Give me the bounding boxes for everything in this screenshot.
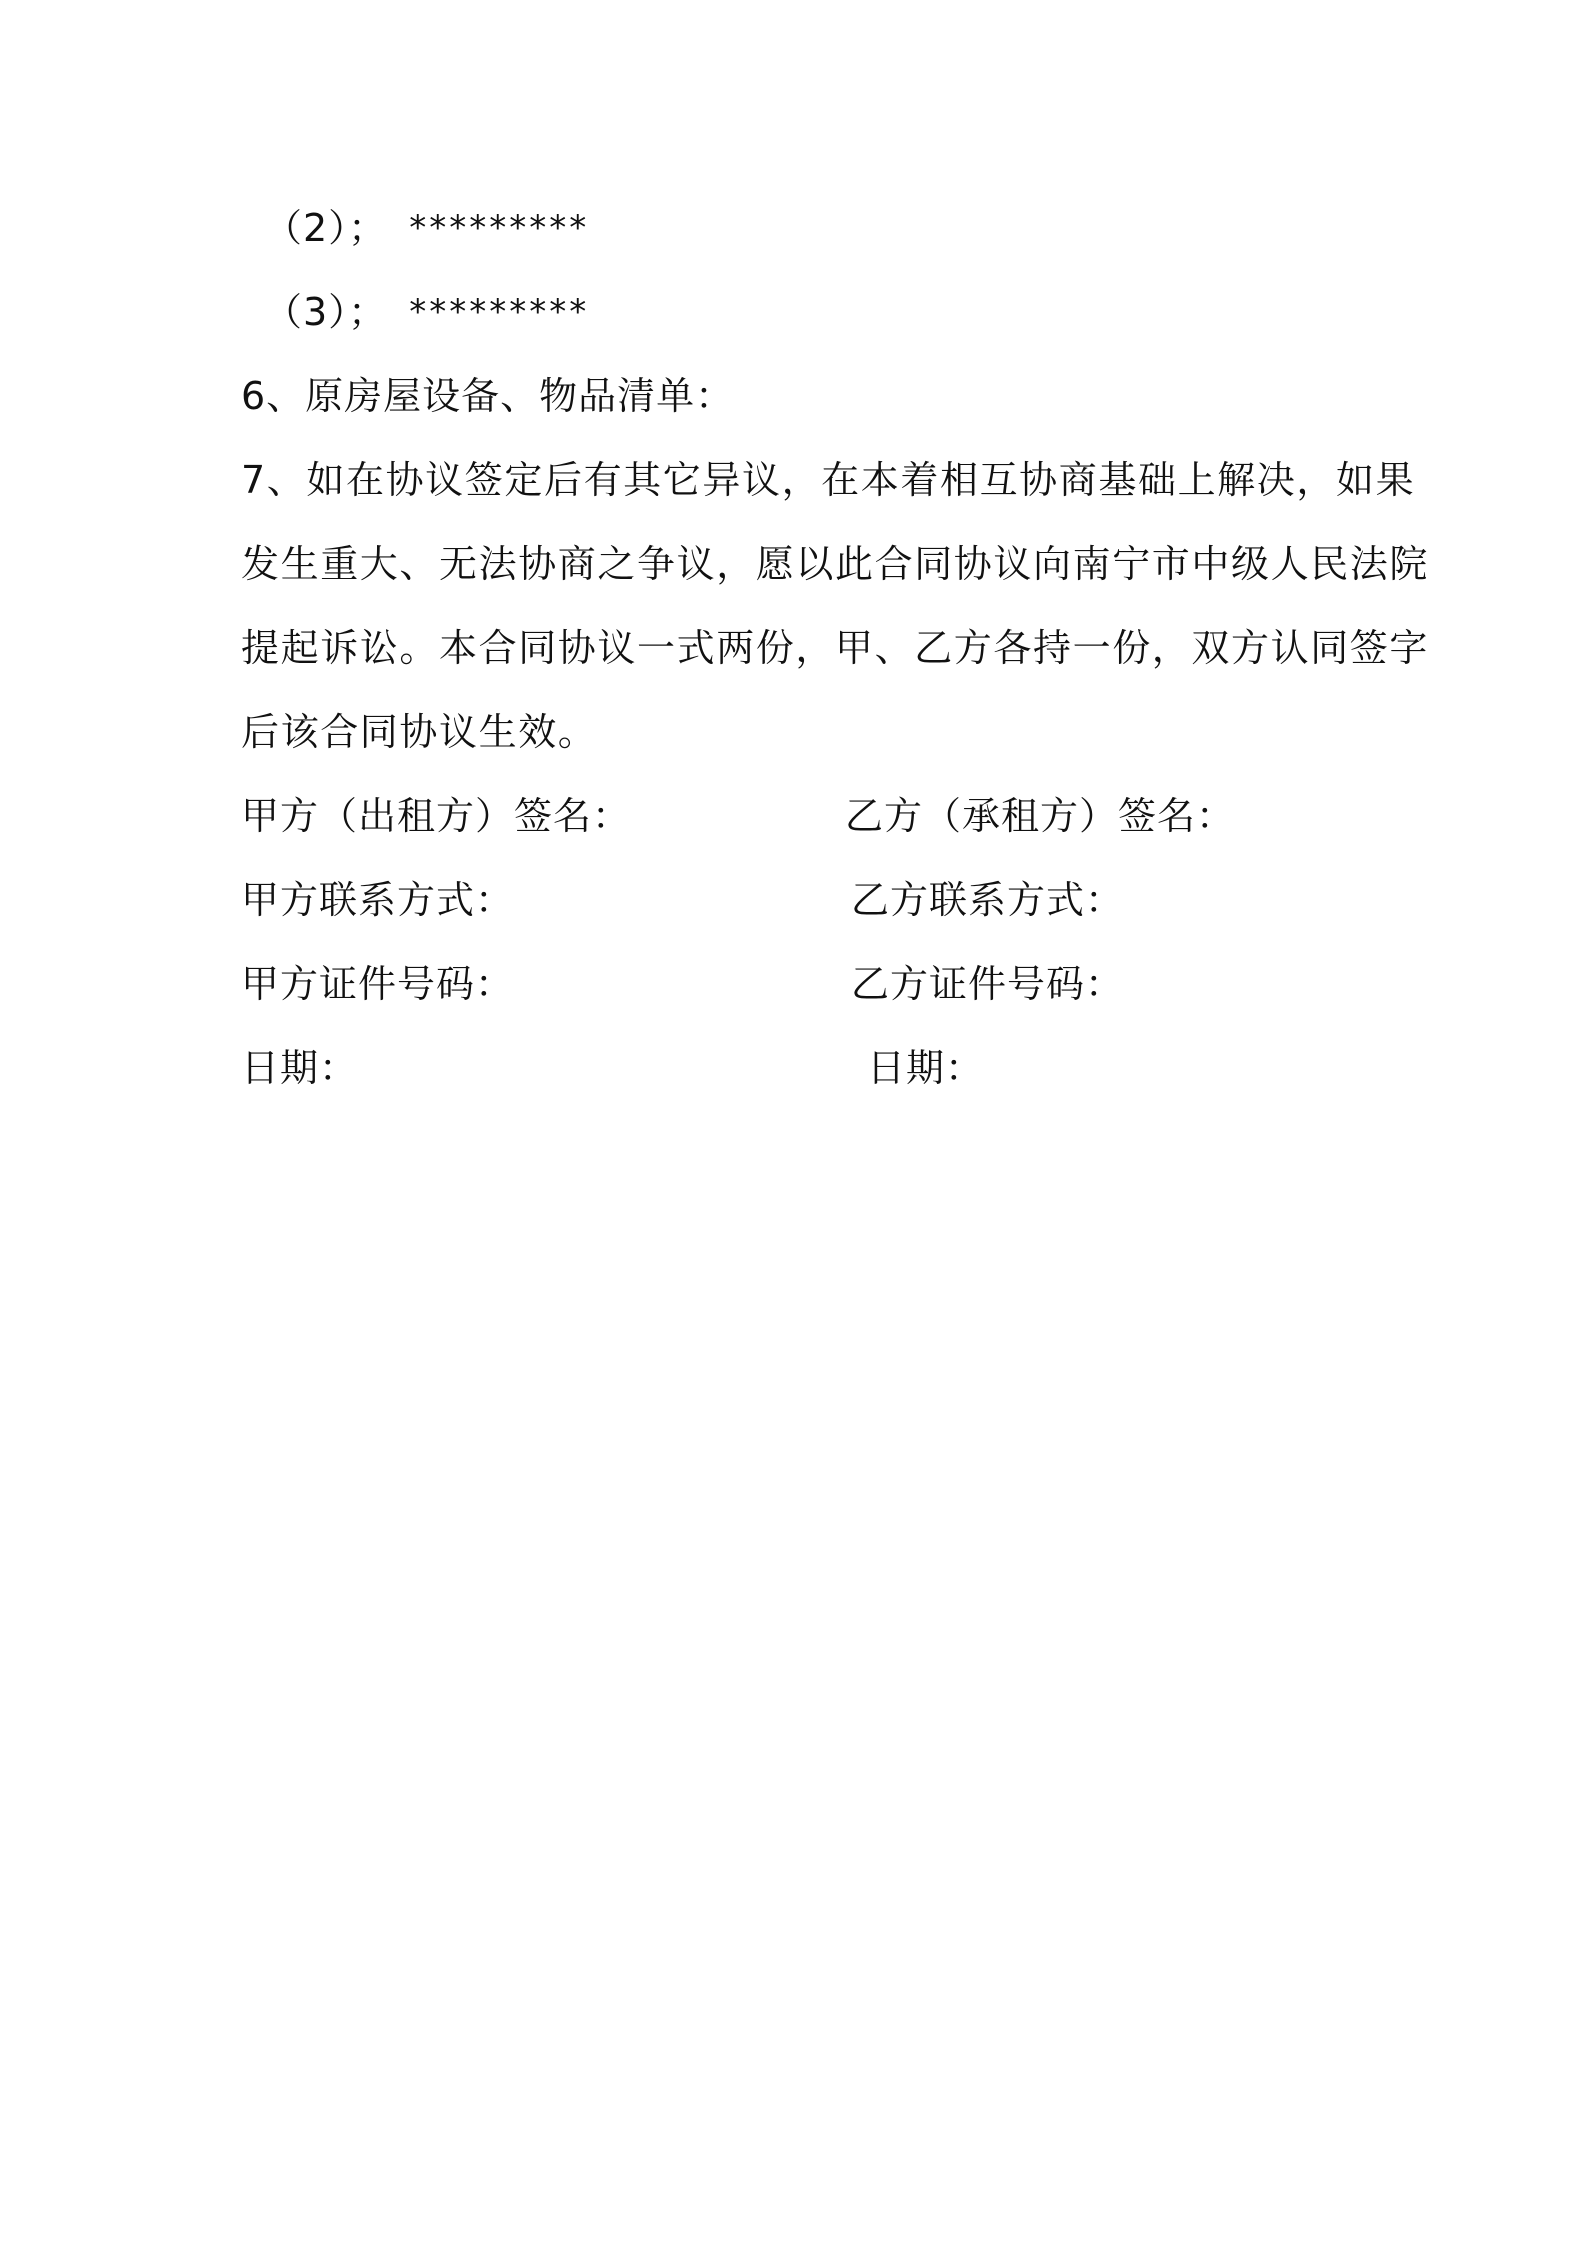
party-a-contact-label: 甲方联系方式： (241, 878, 515, 922)
sub-item-value: ********* (409, 208, 590, 248)
party-b-date-label: 日期： (867, 1046, 985, 1090)
party-b-sign-label: 乙方（承租方）签名： (845, 794, 1236, 838)
party-b-contact-label: 乙方联系方式： (851, 878, 1125, 922)
sub-item-value: ********* (409, 292, 590, 332)
party-a-sign-label: 甲方（出租方）签名： (241, 794, 632, 838)
party-a-date-label: 日期： (241, 1046, 359, 1090)
item-7-line-3: 提起诉讼。本合同协议一式两份，甲、乙方各持一份，双方认同签字 (241, 626, 1430, 670)
item-7-line-4: 后该合同协议生效。 (241, 710, 598, 754)
item-7-line-1: 7、如在协议签定后有其它异议，在本着相互协商基础上解决，如果 (241, 458, 1416, 502)
party-b-id-label: 乙方证件号码： (851, 962, 1125, 1006)
item-7-line-2: 发生重大、无法协商之争议，愿以此合同协议向南宁市中级人民法院 (241, 542, 1430, 586)
party-a-id-label: 甲方证件号码： (241, 962, 515, 1006)
item-6-heading: 6、原房屋设备、物品清单： (241, 374, 735, 418)
list-item (264, 270, 589, 354)
sub-item-label: （3）； (264, 290, 388, 334)
sub-item-label: （2）； (264, 206, 388, 250)
list-item (264, 186, 589, 270)
